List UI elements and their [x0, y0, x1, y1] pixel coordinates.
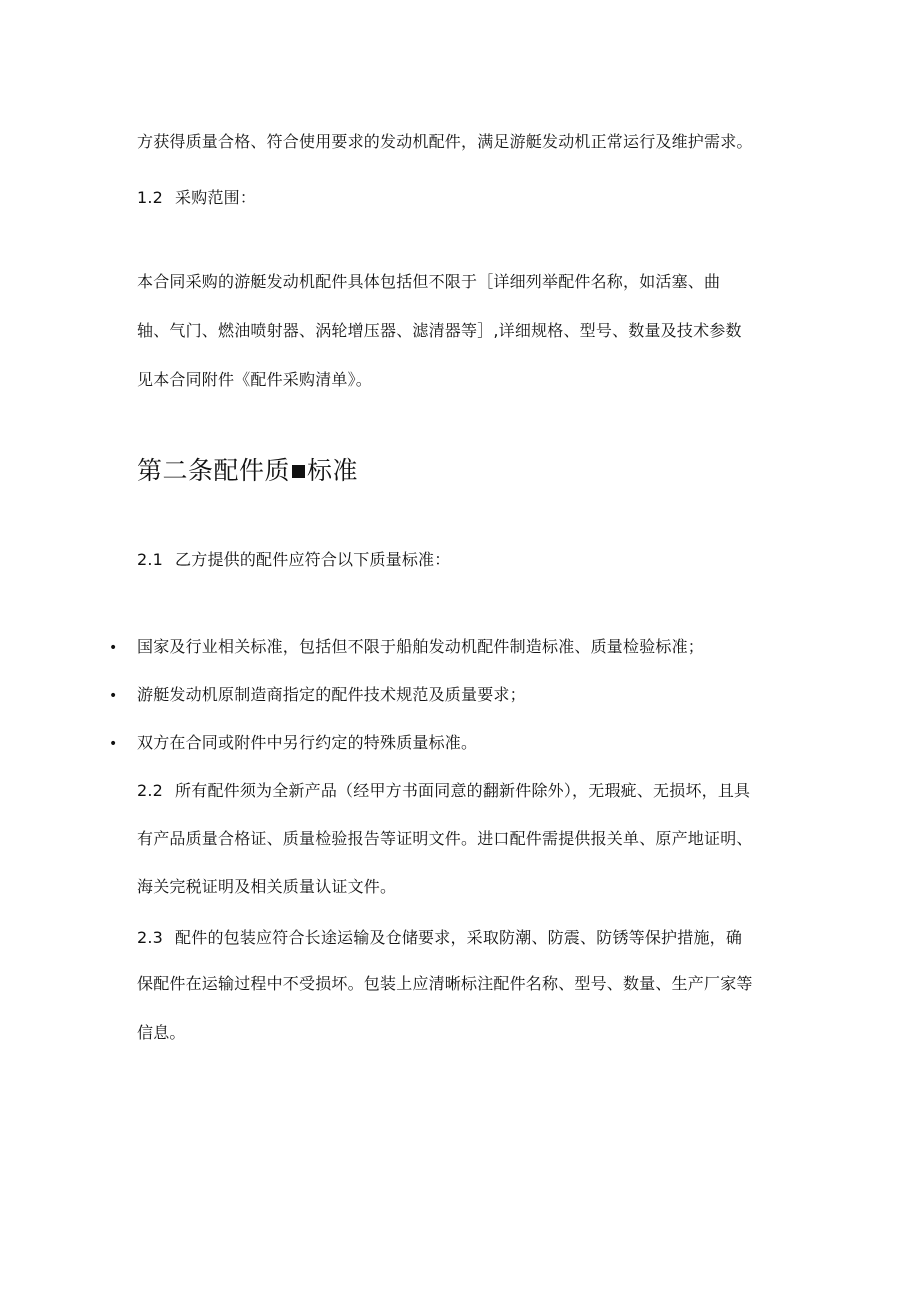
section-title: 乙方提供的配件应符合以下质量标准： — [175, 550, 451, 569]
section-text: 所有配件须为全新产品（经甲方书面同意的翻新件除外），无瑕疵、无损坏，且具 — [175, 781, 751, 800]
scope-line-2: 轴、气门、燃油喷射器、涡轮增压器、滤清器等］,详细规格、型号、数量及技术参数 — [137, 321, 742, 340]
section-2-2-line-2: 有产品质量合格证、质量检验报告等证明文件。进口配件需提供报关单、原产地证明、 — [137, 829, 753, 848]
intro-line: 方获得质量合格、符合使用要求的发动机配件，满足游艇发动机正常运行及维护需求。 — [137, 132, 753, 151]
bullet-icon: • — [109, 640, 118, 656]
scope-line-1: 本合同采购的游艇发动机配件具体包括但不限于［详细列举配件名称，如活塞、曲 — [137, 272, 721, 291]
bullet-icon: • — [109, 688, 118, 704]
section-1-2-heading — [137, 187, 256, 209]
section-number: 2.1 — [137, 550, 164, 569]
list-item: 游艇发动机原制造商指定的配件技术规范及质量要求； — [137, 685, 526, 704]
section-2-3-line-2: 保配件在运输过程中不受损坏。包装上应清晰标注配件名称、型号、数量、生产厂家等 — [137, 974, 753, 993]
list-item: 国家及行业相关标准，包括但不限于船舶发动机配件制造标准、质量检验标准； — [137, 637, 705, 656]
section-number: 2.2 — [137, 781, 164, 800]
section-number: 2.3 — [137, 928, 164, 947]
list-item: 双方在合同或附件中另行约定的特殊质量标准。 — [137, 733, 478, 752]
section-number: 1.2 — [137, 188, 164, 207]
section-2-3-line-1 — [137, 927, 742, 949]
section-2-2-line-1 — [137, 780, 750, 802]
section-2-1-heading — [137, 549, 450, 571]
article-2-heading — [137, 455, 358, 487]
article-title-part-2: 标准 — [307, 456, 359, 485]
scope-line-3: 见本合同附件《配件采购清单》。 — [137, 370, 373, 389]
section-2-3-line-3: 信息。 — [137, 1023, 186, 1042]
section-2-2-line-3: 海关完税证明及相关质量认证文件。 — [137, 877, 397, 896]
section-text: 配件的包装应符合长途运输及仓储要求，采取防潮、防震、防锈等保护措施，确 — [175, 928, 743, 947]
missing-glyph-square — [292, 465, 305, 478]
article-title-part-1: 第二条配件质 — [137, 456, 291, 485]
bullet-icon: • — [109, 736, 118, 752]
section-title: 采购范围： — [175, 188, 257, 207]
